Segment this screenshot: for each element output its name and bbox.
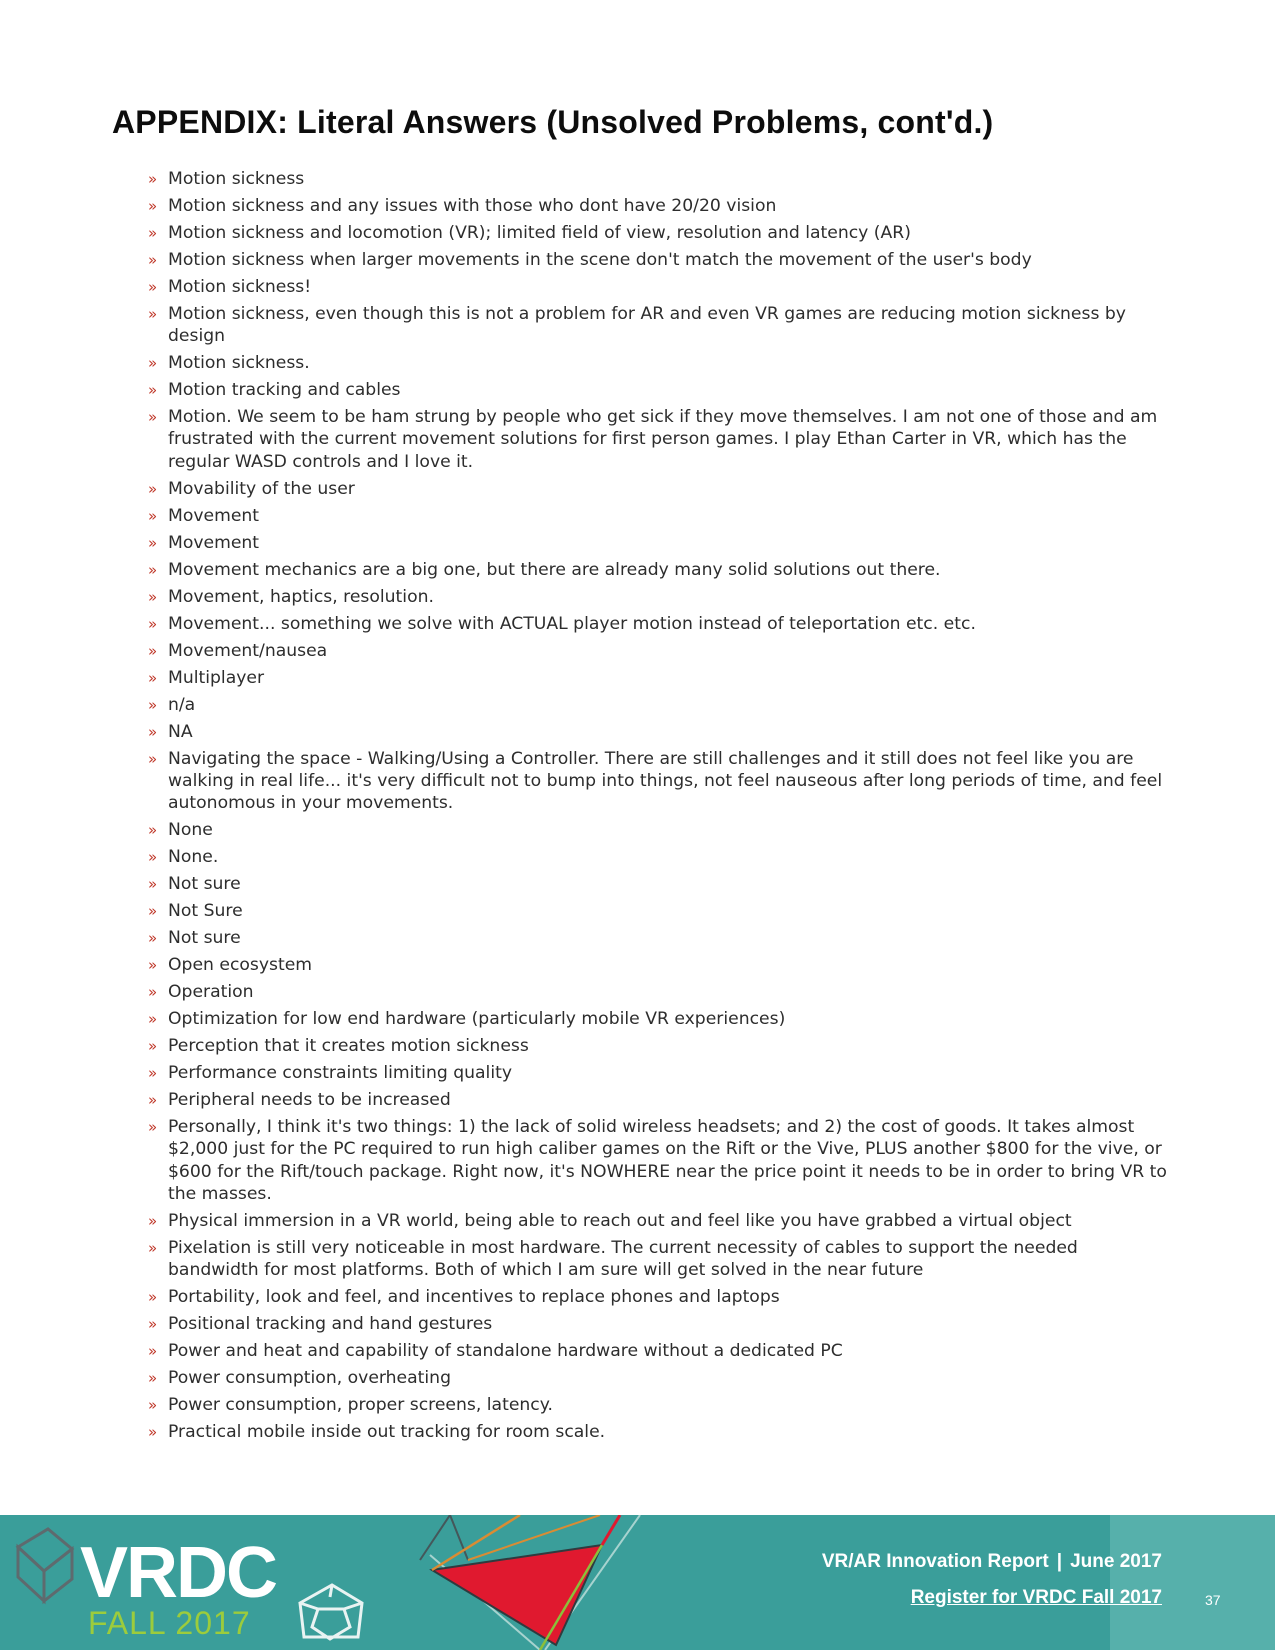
answer-text: Movement mechanics are a big one, but there are already many solid solutions out there. (168, 559, 941, 580)
bullet-icon: » (148, 533, 158, 552)
answer-item (148, 819, 1168, 841)
answer-text: Portability, look and feel, and incentives to replace phones and laptops (168, 1287, 780, 1308)
answer-item (148, 168, 1168, 190)
answer-text: Motion sickness. (168, 353, 310, 374)
bullet-icon: » (148, 1423, 158, 1442)
answer-text: Not Sure (168, 901, 243, 922)
answer-item (148, 927, 1168, 949)
answer-item (148, 1421, 1168, 1443)
answer-text: Practical mobile inside out tracking for room scale. (168, 1422, 606, 1443)
answer-item (148, 249, 1168, 271)
answer-text: Motion sickness when larger movements in the scene don't match the movement of the user's body (168, 249, 1032, 270)
vrdc-logo: VRDC (80, 1533, 277, 1613)
answer-item (148, 1237, 1168, 1282)
answer-text: Motion sickness and any issues with those who dont have 20/20 vision (168, 195, 777, 216)
bullet-icon: » (148, 749, 158, 768)
answer-item (148, 1035, 1168, 1057)
bullet-icon: » (148, 223, 158, 242)
answer-item (148, 505, 1168, 527)
answer-item (148, 303, 1168, 348)
answer-text: Personally, I think it's two things: 1) the lack of solid wireless headsets; and 2) the cost of goods. It takes almost $2,000 just for the PC required to run high caliber games on the Rift or the Vive, PLUS another $800 for the vive, or $600 for the Rift/touch package. Right now, it's NOWHERE near the price point it needs to be in order to bring VR to the masses. (168, 1117, 1167, 1204)
bullet-icon: » (148, 902, 158, 921)
bullet-icon: » (148, 1091, 158, 1110)
report-name: VR/AR Innovation Report (821, 1551, 1049, 1572)
wireframe-triangle-art (420, 1515, 640, 1650)
answer-item (148, 1062, 1168, 1084)
bullet-icon: » (148, 1369, 158, 1388)
answer-item (148, 1008, 1168, 1030)
answer-text: None. (168, 847, 219, 868)
answer-text: n/a (168, 694, 196, 715)
answer-item (148, 900, 1168, 922)
bullet-icon: » (148, 956, 158, 975)
bullet-icon: » (148, 408, 158, 427)
answer-text: Motion sickness and locomotion (VR); limited field of view, resolution and latency (AR) (168, 222, 911, 243)
answer-item (148, 478, 1168, 500)
answer-item (148, 640, 1168, 662)
answer-item (148, 846, 1168, 868)
report-separator: | (1056, 1551, 1063, 1572)
bullet-icon: » (148, 304, 158, 323)
answer-text: Movement (168, 505, 260, 526)
bullet-icon: » (148, 560, 158, 579)
answer-text: Movement, haptics, resolution. (168, 586, 434, 607)
answer-text: NA (168, 721, 193, 742)
answer-item (148, 559, 1168, 581)
answer-text: Not sure (168, 874, 241, 895)
bullet-icon: » (148, 695, 158, 714)
answer-text: Movability of the user (168, 478, 355, 499)
dodecahedron-icon (300, 1585, 362, 1639)
answer-text: Motion. We seem to be ham strung by people who get sick if they move themselves. I am not one of those and am frustrated with the current movement solutions for first person games. I play Ethan Carter in VR, which has the regular WASD controls and I love it. (168, 407, 1158, 472)
answer-text: Motion tracking and cables (168, 380, 401, 401)
answer-item (148, 613, 1168, 635)
bullet-icon: » (148, 250, 158, 269)
bullet-icon: » (148, 1315, 158, 1334)
bullet-icon: » (148, 641, 158, 660)
answer-text: Movement/nausea (168, 640, 328, 661)
bullet-icon: » (148, 196, 158, 215)
answer-text: Performance constraints limiting quality (168, 1063, 513, 1084)
bullet-icon: » (148, 1037, 158, 1056)
bullet-icon: » (148, 929, 158, 948)
answer-text: Power and heat and capability of standalone hardware without a dedicated PC (168, 1341, 843, 1362)
answer-item (148, 1286, 1168, 1308)
answer-text: Optimization for low end hardware (particularly mobile VR experiences) (168, 1009, 786, 1030)
bullet-icon: » (148, 381, 158, 400)
bullet-icon: » (148, 1118, 158, 1136)
answer-item (148, 1394, 1168, 1416)
answer-item (148, 406, 1168, 473)
bullet-icon: » (148, 1288, 158, 1307)
answer-text: Physical immersion in a VR world, being able to reach out and feel like you have grabbed a virtual object (168, 1210, 1072, 1231)
bullet-icon: » (148, 983, 158, 1002)
page-number: 37 (1205, 1592, 1221, 1608)
answer-text: Positional tracking and hand gestures (168, 1314, 493, 1335)
answer-item (148, 873, 1168, 895)
bullet-icon: » (148, 587, 158, 606)
answer-text: Power consumption, proper screens, latency. (168, 1395, 553, 1416)
bullet-icon: » (148, 1211, 158, 1230)
footer-side-panel (1110, 1515, 1275, 1650)
answer-item (148, 1313, 1168, 1335)
page-title: APPENDIX: Literal Answers (Unsolved Problems, cont'd.) (112, 104, 994, 140)
answer-text: Not sure (168, 928, 241, 949)
answer-item (148, 586, 1168, 608)
bullet-icon: » (148, 875, 158, 894)
answer-text: Motion sickness (168, 169, 305, 189)
answer-text: Perception that it creates motion sickness (168, 1036, 529, 1057)
bullet-icon: » (148, 722, 158, 741)
page-footer (0, 1515, 1275, 1650)
answer-item (148, 532, 1168, 554)
bullet-icon: » (148, 506, 158, 525)
answer-text: Pixelation is still very noticeable in most hardware. The current necessity of cables to support the needed bandwidth for most platforms. Both of which I am sure will get solved in the near future (168, 1237, 1078, 1281)
answer-text: Motion sickness, even though this is not a problem for AR and even VR games are reducing motion sickness by design (168, 303, 1126, 347)
register-link[interactable]: Register for VRDC Fall 2017 (910, 1587, 1162, 1608)
bullet-icon: » (148, 848, 158, 867)
answer-item (148, 222, 1168, 244)
answer-item (148, 1367, 1168, 1389)
answer-text: Movement... something we solve with ACTUAL player motion instead of teleportation etc. etc. (168, 613, 976, 634)
answer-item (148, 379, 1168, 401)
answer-item (148, 694, 1168, 716)
answer-text: Movement (168, 532, 260, 553)
answer-item (148, 1340, 1168, 1362)
answer-item (148, 667, 1168, 689)
bullet-icon: » (148, 479, 158, 498)
wireframe-cube-icon (18, 1529, 72, 1601)
answer-text: Operation (168, 982, 254, 1003)
vrdc-fall-2017-label: FALL 2017 (88, 1605, 251, 1641)
answer-text: Open ecosystem (168, 955, 313, 976)
bullet-icon: » (148, 354, 158, 373)
answer-text: None (168, 820, 213, 841)
answer-item (148, 1089, 1168, 1111)
bullet-icon: » (148, 1010, 158, 1029)
bullet-icon: » (148, 668, 158, 687)
answer-item (148, 1210, 1168, 1232)
answer-item (148, 195, 1168, 217)
answer-text: Navigating the space - Walking/Using a Controller. There are still challenges and it still does not feel like you are walking in real life... it's very difficult not to bump into things, not feel nauseous after long periods of time, and feel autonomous in your movements. (168, 748, 1163, 814)
answer-item (148, 721, 1168, 743)
answer-item (148, 981, 1168, 1003)
bullet-icon: » (148, 821, 158, 840)
bullet-icon: » (148, 1342, 158, 1361)
answer-item (148, 276, 1168, 298)
answer-text: Power consumption, overheating (168, 1368, 451, 1389)
bullet-icon: » (148, 614, 158, 633)
answer-text: Multiplayer (168, 667, 265, 688)
bullet-icon: » (148, 1396, 158, 1415)
answer-item (148, 954, 1168, 976)
answer-text: Peripheral needs to be increased (168, 1090, 451, 1111)
answer-item (148, 1116, 1168, 1205)
answer-text: Motion sickness! (168, 276, 312, 297)
answer-item (148, 352, 1168, 374)
answer-item (148, 748, 1168, 815)
bullet-icon: » (148, 1064, 158, 1083)
bullet-icon: » (148, 170, 158, 188)
bullet-icon: » (148, 277, 158, 296)
bullet-icon: » (148, 1238, 158, 1257)
report-title-line (822, 1551, 1162, 1573)
report-date: June 2017 (1070, 1551, 1162, 1572)
answers-list (148, 168, 1168, 1448)
